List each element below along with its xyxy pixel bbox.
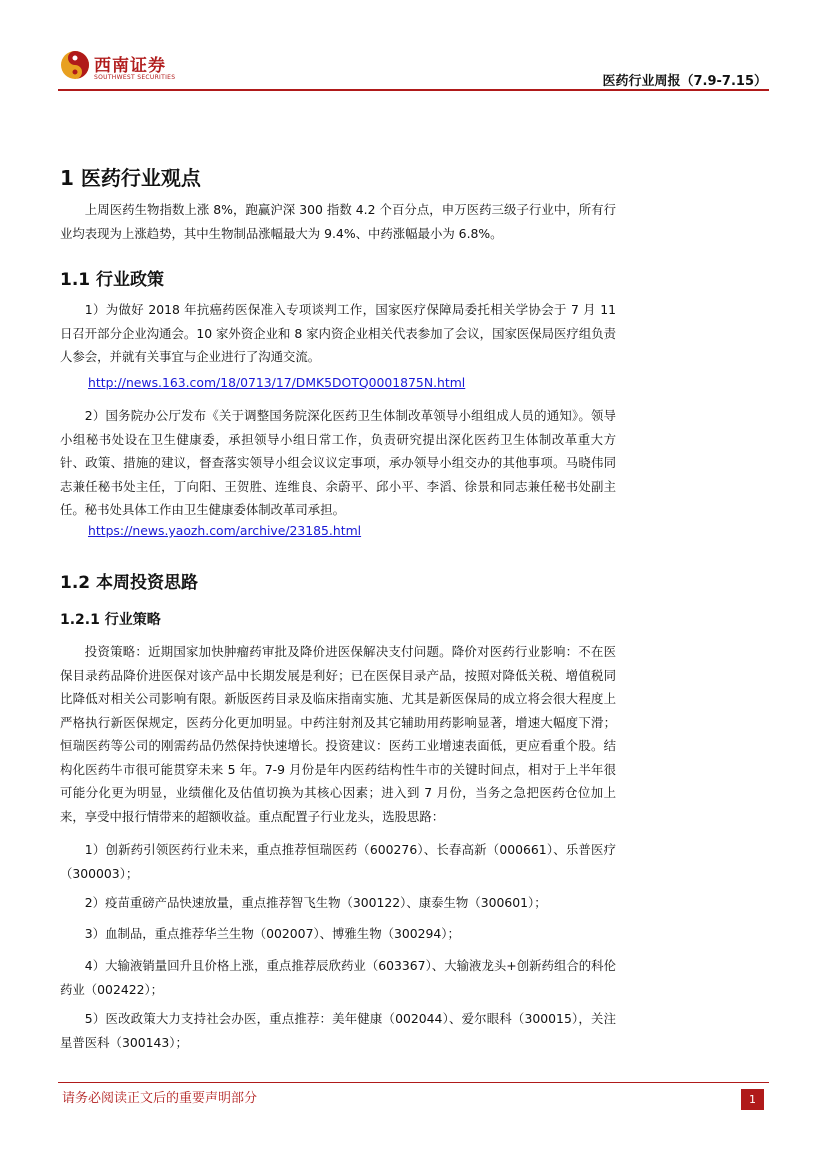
report-title: 医药行业周报（7.9-7.15） bbox=[602, 74, 767, 89]
policy-paragraph-2: 2）国务院办公厅发布《关于调整国务院深化医药卫生体制改革领导小组组成人员的通知》。领导小组秘书处设在卫生健康委，承担领导小组日常工作，负责研究提出深化医药卫生体制改革重大方针、政策、措施的建议，督查落实领导小组会议议定事项，承办领导小组交办的其他事项。马晓伟同志兼任秘书处主任，丁向阳、王贺胜、连维良、余蔚平、邱小平、李滔、徐景和同志兼任秘书处副主任。秘书处具体工作由卫生健康委体制改革司承担。 bbox=[60, 408, 616, 517]
section-heading-1-2: 1.2 本周投资思路 bbox=[60, 573, 199, 593]
company-logo bbox=[60, 48, 210, 88]
recommendation-2: 2）疫苗重磅产品快速放量，重点推荐智飞生物（300122）、康泰生物（300601）； bbox=[84, 895, 547, 910]
section-heading-1-1: 1.1 行业政策 bbox=[60, 270, 165, 290]
policy-link-1[interactable]: http://news.163.com/18/0713/17/DMK5DOTQ0001875N.html bbox=[88, 375, 466, 390]
recommendation-5: 5）医改政策大力支持社会办医，重点推荐：美年健康（002044）、爱尔眼科（300015），关注星普医科（300143）； bbox=[60, 1011, 616, 1050]
logo-text-cn: 西南证券 bbox=[94, 56, 166, 76]
footer-divider bbox=[58, 1082, 769, 1083]
policy-link-2[interactable]: https://news.yaozh.com/archive/23185.html bbox=[88, 523, 362, 538]
logo-emblem-icon bbox=[60, 50, 90, 80]
header-divider bbox=[58, 89, 769, 91]
recommendation-3: 3）血制品，重点推荐华兰生物（002007）、博雅生物（300294）； bbox=[84, 926, 460, 941]
strategy-paragraph: 投资策略：近期国家加快肿瘤药审批及降价进医保解决支付问题。降价对医药行业影响：不在医保目录药品降价进医保对该产品中长期发展是利好；已在医保目录产品，按照对降低关税、增值税同比降低对相关公司影响有限。新版医药目录及临床指南实施、尤其是新医保局的成立将会很大程度上严格执行新医保规定，医药分化更加明显。中药注射剂及其它辅助用药影响显著，增速大幅度下滑；恒瑞医药等公司的刚需药品仍然保持快速增长。投资建议：医药工业增速表面低，更应看重个股。结构化医药牛市很可能贯穿未来 5 年。7-9 月份是年内医药结构性牛市的关键时间点，相对于上半年很可能分化更为明显，业绩催化及估值切换为其核心因素；进入到 7 月份，当务之急把医药仓位加上来，享受中报行情带来的超额收益。重点配置子行业龙头，选股思路： bbox=[60, 644, 616, 824]
logo-text-en: SOUTHWEST SECURITIES bbox=[94, 74, 176, 81]
page-header bbox=[0, 0, 827, 95]
section-heading-1: 1 医药行业观点 bbox=[60, 166, 201, 190]
page-number: 1 bbox=[741, 1089, 764, 1110]
disclaimer-note: 请务必阅读正文后的重要声明部分 bbox=[62, 1091, 258, 1106]
recommendation-4: 4）大输液销量回升且价格上涨，重点推荐辰欣药业（603367）、大输液龙头+创新药组合的科伦药业（002422）； bbox=[60, 958, 616, 997]
section-heading-1-2-1: 1.2.1 行业策略 bbox=[60, 612, 161, 628]
policy-paragraph-1: 1）为做好 2018 年抗癌药医保准入专项谈判工作，国家医疗保障局委托相关学协会于 7 月 11 日召开部分企业沟通会。10 家外资企业和 8 家内资企业相关代表参加了会议，国家医保局医疗组负责人参会，并就有关事宜与企业进行了沟通交流。 bbox=[60, 302, 616, 364]
recommendation-1: 1）创新药引领医药行业未来，重点推荐恒瑞医药（600276）、长春高新（000661）、乐普医疗（300003）； bbox=[60, 842, 616, 881]
intro-paragraph: 上周医药生物指数上涨 8%，跑赢沪深 300 指数 4.2 个百分点，申万医药三级子行业中，所有行业均表现为上涨趋势，其中生物制品涨幅最大为 9.4%、中药涨幅最小为 6.8%。 bbox=[60, 202, 616, 241]
